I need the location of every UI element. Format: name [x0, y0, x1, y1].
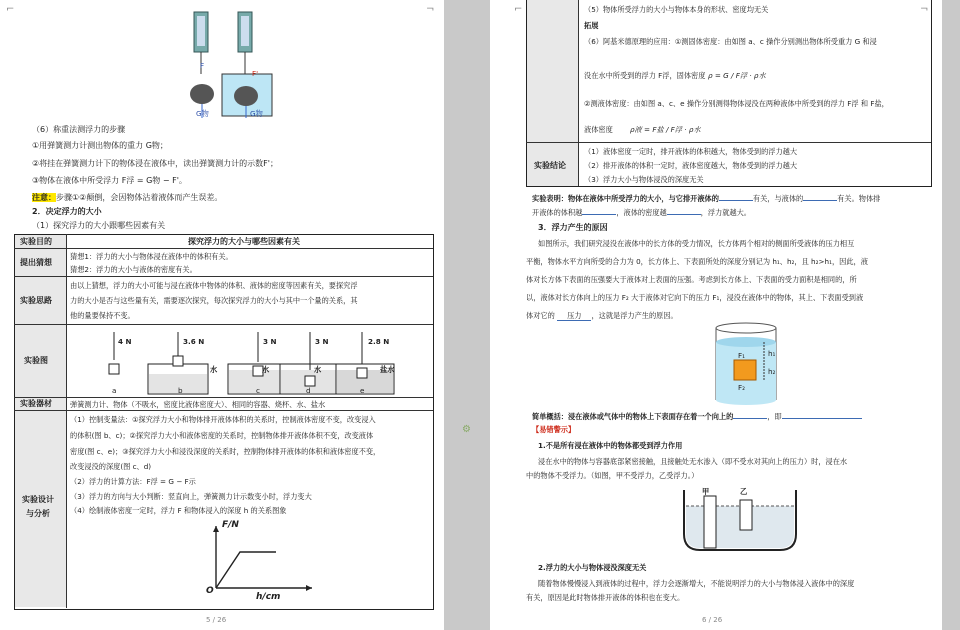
conclusion-label: 实验结论 [534, 161, 566, 170]
ext2-line: 液体密度 [584, 125, 613, 134]
para-line: 体对它的 压力 ，这就是浮力产生的原因。 [526, 311, 678, 320]
figure-letter: e [360, 386, 365, 395]
liquid-label: 水 [210, 365, 218, 374]
crop-mark-icon: ¬ [920, 4, 929, 15]
row-line: 猜想2：浮力的大小与液体的密度有关。 [70, 265, 197, 274]
table-header-label: 实验目的 [20, 237, 52, 246]
summary-line: 实验表明：物体在液体中所受浮力的大小，与它排开液体的 有关，与液体的 有关。物体排 [532, 194, 881, 203]
row-label: 实验思路 [20, 296, 52, 305]
para-line: 平衡，物体水平方向所受的合力为 0，长方体上、下表面所处的深度分别记为 h₁、h₂，且 h₂>h₁，因此，液 [526, 257, 868, 266]
figure-letter: c [256, 386, 260, 395]
left-page [0, 0, 444, 630]
liquid-label: 盐水 [380, 365, 395, 374]
fig-label-h1: h₁ [768, 349, 776, 358]
fig-label-f1: F₁ [738, 351, 746, 360]
graph-origin: O [206, 586, 214, 596]
force-label-f: F [200, 61, 205, 70]
ext1-line: （6）阿基米德原理的应用：①测固体密度：由如图 a、c 操作分别测出物体所受重力 G 和浸 [584, 37, 877, 46]
page-number: 6 / 26 [702, 616, 723, 624]
para-line: 如图所示，我们研究浸没在液体中的长方体的受力情况，长方体两个相对的侧面所受液体的压力相互 [538, 239, 855, 248]
row-line: （5）物体所受浮力的大小与物体本身的形状、密度均无关 [584, 5, 769, 14]
tip2-title: 2.浮力的大小与物体浸没深度无关 [538, 563, 647, 572]
para-line: 体对长方体下表面的压强要大于液体对上表面的压强。考虑到长方体上、下表面的受力面积是相同的，所 [526, 275, 857, 284]
force-label-f-prime: F' [252, 69, 259, 78]
weight-label: G物 [250, 109, 263, 118]
crop-mark-icon: ⌐ [6, 4, 15, 15]
graph-xlabel: h/cm [256, 592, 281, 602]
section-2-subtitle: （1）探究浮力的大小跟哪些因素有关 [32, 221, 166, 230]
tip1-title: 1.不是所有浸在液体中的物体都受到浮力作用 [538, 441, 683, 450]
row-label: 实验器材 [20, 399, 52, 408]
tip2-line: 有关，原因是此时物体排开液体的体积也在变大。 [526, 593, 685, 602]
conclusion-line: （2）排开液体的体积一定时，液体密度越大，物体受到的浮力越大 [584, 161, 798, 170]
table-header-title: 探究浮力的大小与哪些因素有关 [188, 237, 300, 246]
row-line: 他的量要保持不变。 [70, 311, 135, 320]
reading-label: 4 N [118, 337, 132, 346]
fig-label-f2: F₂ [738, 383, 746, 392]
row-line: （1）控制变量法：①探究浮力大小和物体排开液体体积的关系时，控制液体密度不变，改变浸入 [70, 415, 376, 424]
row-line: 密度(图 c、e)；③探究浮力大小和浸没深度的关系时，控制物体排开液体的体积和液体密度不变， [70, 447, 381, 456]
row-label-part: 与分析 [26, 509, 50, 518]
step-3: ③物体在液体中所受浮力 F浮 = G物 − F'。 [32, 176, 187, 185]
note-text: 步骤①②颠倒，会因物体沾着液体而产生误差。 [56, 193, 223, 202]
section-2-title: 2．决定浮力的大小 [32, 207, 102, 216]
anchor-icon: ⚙ [462, 424, 471, 435]
step6-title: （6）称重法测浮力的步骤 [32, 125, 126, 134]
liquid-label: 水 [262, 365, 270, 374]
tip2-line: 随着物体慢慢浸入到液体的过程中，浮力会逐渐增大，不能说明浮力的大小与物体浸入液体中的深度 [538, 579, 855, 588]
note-line [32, 192, 222, 203]
tip1-line: 浸在水中的物体与容器底部紧密接触，且接触处无水渗入（即不受水对其向上的压力）时，浸在水 [538, 457, 848, 466]
reading-label: 2.8 N [368, 337, 390, 346]
fig-label-jia: 甲 [702, 487, 710, 496]
row-line: 改变浸没的深度(图 c、d) [70, 462, 152, 471]
conclusion-line: （3）浮力大小与物体浸没的深度无关 [584, 175, 704, 184]
row-line: 的体积(图 b、c)；②探究浮力大小和液体密度的关系时，控制物体排开液体体积不变，改变液体 [70, 431, 374, 440]
row-line: 由以上猜想，浮力的大小可能与浸在液体中物体的体积、液体的密度等因素有关，要探究浮 [70, 281, 358, 290]
ext1-line: 没在水中所受到的浮力 F浮，固体密度 [584, 71, 706, 80]
summary2-line: 简单概括：浸在液体或气体中的物体上下表面存在着一个向上的 ，即 [532, 410, 862, 422]
figure-letter: d [306, 386, 311, 395]
formula: ρ液 = F盐 / F浮 · ρ水 [630, 125, 701, 134]
row-line: 猜想1：浮力的大小与物体浸在液体中的体积有关。 [70, 252, 233, 261]
row-line: （3）浮力的方向与大小判断：竖直向上，弹簧测力计示数变小时，浮力变大 [70, 492, 312, 501]
crop-mark-icon: ⌐ [514, 4, 523, 15]
row-line: 弹簧测力计、物体（不吸水，密度比液体密度大）、相同的容器、烧杯、水、盐水 [70, 400, 326, 409]
row-line: 力的大小是否与这些量有关，需要逐次探究，每次探究浮力的大小与其中一个量的关系，其 [70, 296, 358, 305]
weight-label: G物 [196, 109, 209, 118]
fig-label-yi: 乙 [740, 487, 748, 496]
page-number: 5 / 26 [206, 616, 227, 624]
reading-label: 3 N [315, 337, 329, 346]
summary-line: 开液体的体积越 ，液体的密度越 ，浮力就越大。 [532, 208, 751, 217]
reading-label: 3.6 N [183, 337, 205, 346]
step-2: ②将挂在弹簧测力计下的物体浸在液体中，读出弹簧测力计的示数F'； [32, 159, 278, 168]
row-line: （4）绘制液体密度一定时，浮力 F 和物体浸入的深度 h 的关系图象 [70, 506, 287, 515]
spring-scale-figure [180, 8, 290, 120]
right-page [490, 0, 942, 630]
step-1: ①用弹簧测力计测出物体的重力 G物； [32, 141, 168, 150]
para-line: 以，液体对长方体向上的压力 F₂ 大于液体对它向下的压力 F₁，浸没在液体中的物体，其上、下表面受到液 [526, 293, 864, 302]
row-label: 实验图 [24, 356, 48, 365]
force-depth-graph [200, 522, 320, 602]
note-label: 注意： [32, 193, 56, 202]
figure-letter: a [112, 386, 117, 395]
experiment-figure [96, 326, 396, 396]
row-label-part: 实验设计 [22, 495, 54, 504]
formula: ρ = G / F浮 · ρ水 [708, 71, 766, 80]
row-label: 提出猜想 [20, 258, 52, 267]
figure-letter: b [178, 386, 183, 395]
conclusion-line: （1）液体密度一定时，排开液体的体积越大，物体受到的浮力越大 [584, 147, 798, 156]
reading-label: 3 N [263, 337, 277, 346]
fig-label-h2: h₂ [768, 367, 776, 376]
crop-mark-icon: ¬ [426, 4, 435, 15]
section-3-title: 3．浮力产生的原因 [538, 223, 608, 232]
tip-label: 【易错警示】 [532, 425, 576, 434]
row-line: （2）浮力的计算方法：F浮 = G − F示 [70, 477, 196, 486]
extend-label: 拓展 [584, 21, 599, 30]
liquid-label: 水 [314, 365, 322, 374]
ext2-line: ②测液体密度：由如图 a、c、e 操作分别测得物体浸没在两种液体中所受到的浮力 F浮 和 F盐， [584, 99, 889, 108]
graph-ylabel: F/N [222, 520, 239, 530]
cylinder-figure [710, 322, 790, 408]
tip1-line: 中的物体不受浮力。（如图，甲不受浮力，乙受浮力。） [526, 471, 699, 480]
